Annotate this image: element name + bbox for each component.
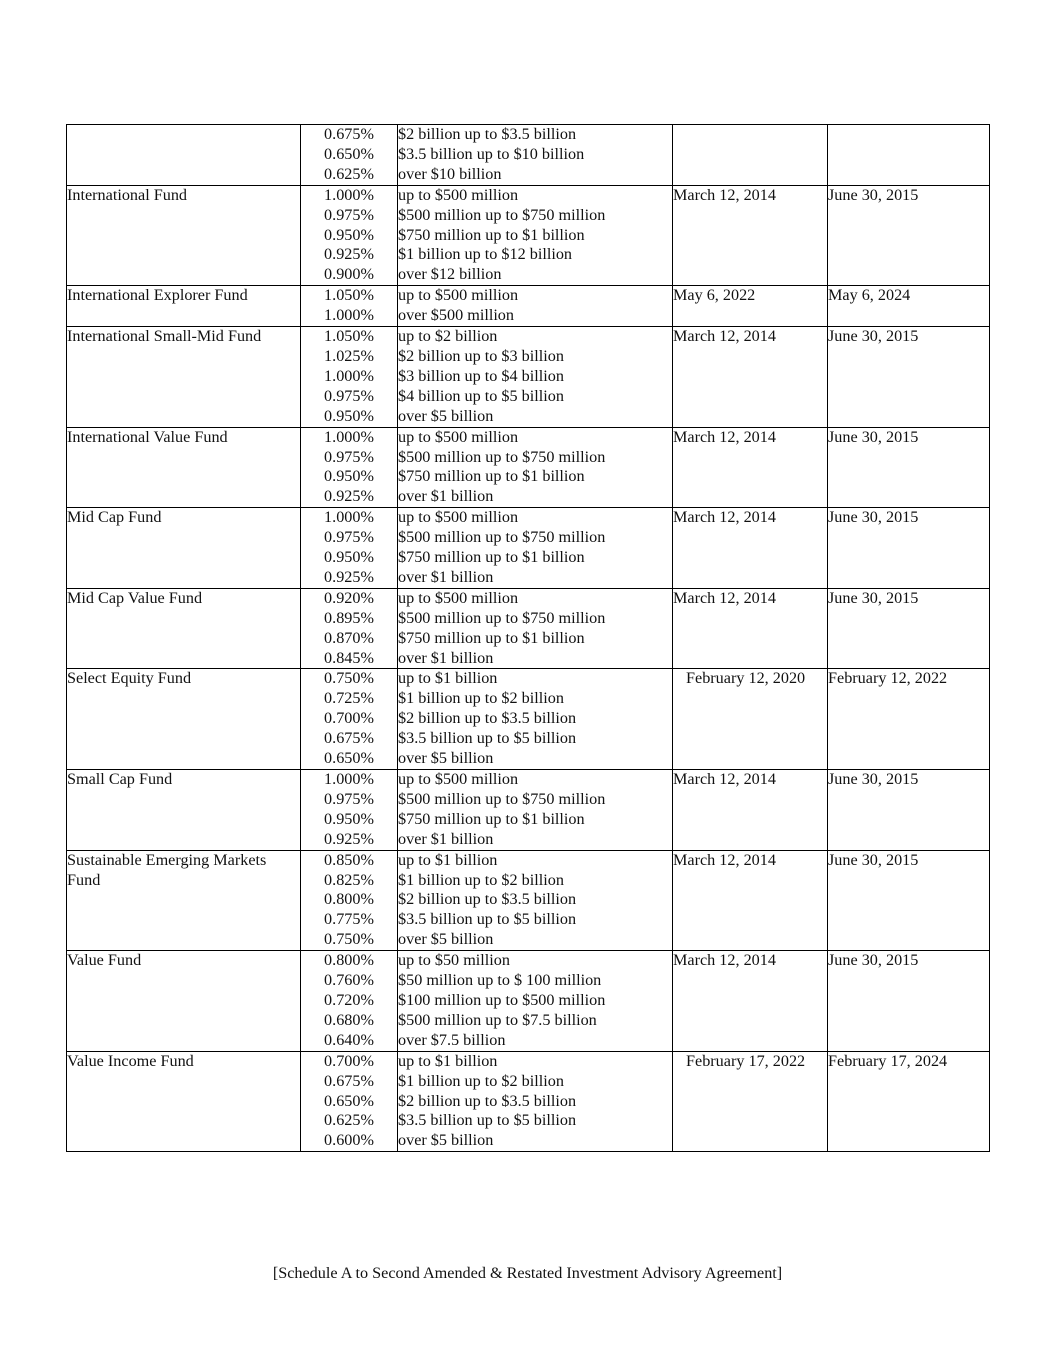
fee-rate-cell (301, 1051, 398, 1152)
fund-name: Mid Cap Value Fund (67, 588, 301, 669)
asset-tier: $50 million up to $ 100 million (398, 971, 602, 990)
fee-rate-cell (301, 951, 398, 1052)
fee-rate: 0.700% (324, 709, 374, 728)
asset-tier-cell (398, 185, 673, 286)
asset-tier: $500 million up to $750 million (398, 789, 606, 808)
fee-rate: 0.675% (324, 1071, 374, 1090)
fee-rate: 0.725% (324, 689, 374, 708)
fee-rate: 0.680% (324, 1010, 374, 1029)
asset-tier: $3.5 billion up to $5 billion (398, 1111, 577, 1130)
fee-rate: 1.000% (324, 427, 374, 446)
asset-tier: over $5 billion (398, 1131, 494, 1150)
asset-tier: $2 billion up to $3.5 billion (398, 890, 577, 909)
fee-rate-cell (301, 185, 398, 286)
effective-date: March 12, 2014 (673, 770, 828, 851)
expiration-date: May 6, 2024 (828, 286, 990, 327)
fund-name: International Value Fund (67, 427, 301, 508)
fee-rate: 0.950% (324, 809, 374, 828)
asset-tier: $2 billion up to $3.5 billion (398, 709, 577, 728)
fee-rate-cell (301, 286, 398, 327)
asset-tier: up to $500 million (398, 588, 519, 607)
asset-tier: $3.5 billion up to $10 billion (398, 144, 585, 163)
asset-tier-cell (398, 951, 673, 1052)
fee-rate: 0.625% (324, 164, 374, 183)
effective-date: March 12, 2014 (673, 850, 828, 951)
fee-rate: 1.000% (324, 306, 374, 325)
asset-tier: $2 billion up to $3 billion (398, 346, 564, 365)
expiration-date (828, 125, 990, 186)
fee-rate: 0.760% (324, 971, 374, 990)
asset-tier: over $500 million (398, 306, 514, 325)
fee-rate: 0.870% (324, 628, 374, 647)
effective-date: March 12, 2014 (673, 508, 828, 589)
table-row (67, 185, 990, 286)
fee-rate: 0.975% (324, 205, 374, 224)
fee-rate: 1.000% (324, 185, 374, 204)
fee-schedule-table (66, 124, 990, 1152)
fee-rate: 0.675% (324, 729, 374, 748)
effective-date: May 6, 2022 (673, 286, 828, 327)
asset-tier-cell (398, 286, 673, 327)
fee-rate-cell (301, 327, 398, 428)
fund-name: Value Fund (67, 951, 301, 1052)
table-row (67, 327, 990, 428)
fee-rate: 0.920% (324, 588, 374, 607)
effective-date (673, 125, 828, 186)
fee-rate: 0.925% (324, 487, 374, 506)
fee-rate: 1.000% (324, 770, 374, 788)
fee-rate: 0.850% (324, 850, 374, 869)
asset-tier: over $5 billion (398, 930, 494, 949)
fee-rate: 1.000% (324, 508, 374, 527)
fee-rate-cell (301, 850, 398, 951)
fee-rate: 1.025% (324, 346, 374, 365)
asset-tier: up to $500 million (398, 286, 519, 305)
asset-tier: over $1 billion (398, 567, 494, 586)
asset-tier-cell (398, 669, 673, 770)
fee-rate: 0.650% (324, 1091, 374, 1110)
asset-tier: up to $1 billion (398, 850, 498, 869)
asset-tier: $750 million up to $1 billion (398, 467, 585, 486)
table-row (67, 770, 990, 851)
asset-tier: up to $1 billion (398, 669, 498, 688)
fee-rate-cell (301, 770, 398, 851)
fund-name: Mid Cap Fund (67, 508, 301, 589)
fee-rate: 0.650% (324, 144, 374, 163)
expiration-date: June 30, 2015 (828, 185, 990, 286)
table-row (67, 669, 990, 770)
asset-tier: $3 billion up to $4 billion (398, 366, 564, 385)
table-row (67, 588, 990, 669)
fund-name: Sustainable Emerging Markets Fund (67, 850, 301, 951)
fee-rate-cell (301, 588, 398, 669)
asset-tier: $750 million up to $1 billion (398, 548, 585, 567)
fee-rate: 1.050% (324, 286, 374, 305)
asset-tier: $500 million up to $750 million (398, 608, 606, 627)
fee-rate-cell (301, 669, 398, 770)
fee-rate: 0.950% (324, 548, 374, 567)
expiration-date: June 30, 2015 (828, 770, 990, 851)
asset-tier-cell (398, 770, 673, 851)
table-row (67, 125, 990, 186)
table-row (67, 951, 990, 1052)
fee-rate: 0.700% (324, 1051, 374, 1070)
fee-rate: 0.975% (324, 528, 374, 547)
asset-tier-cell (398, 327, 673, 428)
fee-rate: 0.675% (324, 125, 374, 143)
fee-rate-cell (301, 508, 398, 589)
fund-name: International Fund (67, 185, 301, 286)
asset-tier-cell (398, 125, 673, 186)
asset-tier-cell (398, 508, 673, 589)
effective-date: March 12, 2014 (673, 185, 828, 286)
asset-tier: over $10 billion (398, 164, 502, 183)
fund-name: Value Income Fund (67, 1051, 301, 1152)
table-row (67, 286, 990, 327)
fee-rate-cell (301, 125, 398, 186)
asset-tier: $4 billion up to $5 billion (398, 386, 564, 405)
fee-rate: 0.625% (324, 1111, 374, 1130)
asset-tier: up to $1 billion (398, 1051, 498, 1070)
asset-tier: $100 million up to $500 million (398, 990, 606, 1009)
effective-date: March 12, 2014 (673, 951, 828, 1052)
fee-schedule-body (67, 125, 990, 1152)
asset-tier-cell (398, 1051, 673, 1152)
fee-rate: 0.800% (324, 951, 374, 970)
effective-date: February 12, 2020 (673, 669, 828, 770)
fee-rate: 1.000% (324, 366, 374, 385)
fee-rate: 0.950% (324, 467, 374, 486)
expiration-date: June 30, 2015 (828, 588, 990, 669)
effective-date: March 12, 2014 (673, 588, 828, 669)
fee-rate: 0.750% (324, 669, 374, 688)
fee-rate: 0.925% (324, 567, 374, 586)
expiration-date: February 12, 2022 (828, 669, 990, 770)
effective-date: March 12, 2014 (673, 327, 828, 428)
asset-tier: $750 million up to $1 billion (398, 628, 585, 647)
fee-rate: 0.950% (324, 225, 374, 244)
asset-tier: $1 billion up to $2 billion (398, 689, 564, 708)
page-footer: [Schedule A to Second Amended & Restated Investment Advisory Agreement] (272, 1264, 783, 1282)
asset-tier-cell (398, 850, 673, 951)
asset-tier: $750 million up to $1 billion (398, 225, 585, 244)
asset-tier: over $1 billion (398, 648, 494, 667)
asset-tier: $3.5 billion up to $5 billion (398, 729, 577, 748)
fund-name: International Small-Mid Fund (67, 327, 301, 428)
table-row (67, 1051, 990, 1152)
table-row (67, 850, 990, 951)
fund-name: Select Equity Fund (67, 669, 301, 770)
fund-name: International Explorer Fund (67, 286, 301, 327)
fee-rate: 0.975% (324, 386, 374, 405)
effective-date: March 12, 2014 (673, 427, 828, 508)
asset-tier-cell (398, 588, 673, 669)
asset-tier: up to $500 million (398, 185, 519, 204)
fee-rate: 0.800% (324, 890, 374, 909)
asset-tier: up to $500 million (398, 770, 519, 788)
asset-tier: $750 million up to $1 billion (398, 809, 585, 828)
fee-rate: 0.925% (324, 245, 374, 264)
fee-rate: 0.720% (324, 990, 374, 1009)
asset-tier: $1 billion up to $2 billion (398, 1071, 564, 1090)
expiration-date: February 17, 2024 (828, 1051, 990, 1152)
asset-tier: up to $50 million (398, 951, 510, 970)
asset-tier: $500 million up to $750 million (398, 447, 606, 466)
fund-name: Small Cap Fund (67, 770, 301, 851)
asset-tier: $2 billion up to $3.5 billion (398, 125, 577, 143)
asset-tier: up to $500 million (398, 508, 519, 527)
effective-date: February 17, 2022 (673, 1051, 828, 1152)
asset-tier: over $1 billion (398, 829, 494, 848)
asset-tier: $500 million up to $750 million (398, 528, 606, 547)
asset-tier: over $1 billion (398, 487, 494, 506)
fee-rate: 0.600% (324, 1131, 374, 1150)
table-row (67, 508, 990, 589)
fee-rate: 0.900% (324, 265, 374, 284)
asset-tier: $500 million up to $750 million (398, 205, 606, 224)
fee-rate: 0.975% (324, 447, 374, 466)
expiration-date: June 30, 2015 (828, 951, 990, 1052)
asset-tier: up to $2 billion (398, 327, 498, 346)
expiration-date: June 30, 2015 (828, 508, 990, 589)
expiration-date: June 30, 2015 (828, 427, 990, 508)
asset-tier: $2 billion up to $3.5 billion (398, 1091, 577, 1110)
expiration-date: June 30, 2015 (828, 850, 990, 951)
fund-name (67, 125, 301, 186)
asset-tier: up to $500 million (398, 427, 519, 446)
asset-tier: over $7.5 billion (398, 1030, 506, 1049)
table-row (67, 427, 990, 508)
asset-tier-cell (398, 427, 673, 508)
fee-rate: 0.950% (324, 406, 374, 425)
asset-tier: over $5 billion (398, 749, 494, 768)
asset-tier: $500 million up to $7.5 billion (398, 1010, 597, 1029)
asset-tier: $1 billion up to $12 billion (398, 245, 573, 264)
fee-rate: 0.845% (324, 648, 374, 667)
fee-rate: 0.895% (324, 608, 374, 627)
fee-rate: 0.640% (324, 1030, 374, 1049)
fee-rate: 0.975% (324, 789, 374, 808)
fee-rate: 1.050% (324, 327, 374, 346)
fee-rate: 0.750% (324, 930, 374, 949)
fee-rate: 0.925% (324, 829, 374, 848)
fee-rate: 0.775% (324, 910, 374, 929)
asset-tier: $1 billion up to $2 billion (398, 870, 564, 889)
fee-rate: 0.650% (324, 749, 374, 768)
expiration-date: June 30, 2015 (828, 327, 990, 428)
asset-tier: over $5 billion (398, 406, 494, 425)
fee-rate: 0.825% (324, 870, 374, 889)
fee-rate-cell (301, 427, 398, 508)
asset-tier: over $12 billion (398, 265, 502, 284)
asset-tier: $3.5 billion up to $5 billion (398, 910, 577, 929)
